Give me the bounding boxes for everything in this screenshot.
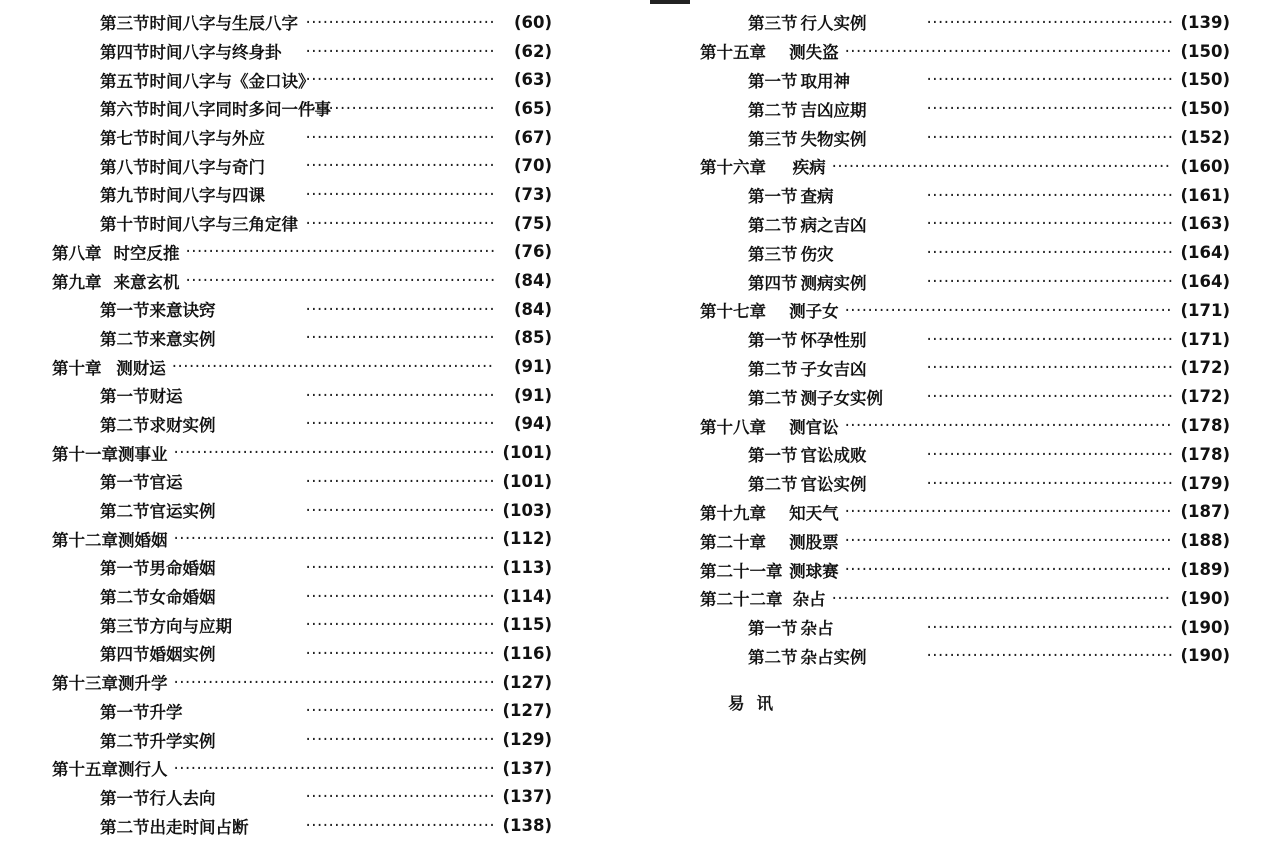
toc-section-row bbox=[52, 37, 552, 66]
toc-entry-number: 第三节 bbox=[748, 14, 798, 34]
toc-entry-title: 时间八字与《金口诀》 bbox=[149, 71, 315, 91]
toc-chapter-row bbox=[700, 37, 1230, 66]
toc-entry-title: 伤灾 bbox=[800, 244, 834, 264]
toc-page-number: (139) bbox=[1180, 12, 1230, 32]
toc-section-row bbox=[52, 151, 552, 180]
toc-entry-title: 测球赛 bbox=[789, 561, 839, 581]
toc-page-number: (127) bbox=[502, 672, 552, 692]
dot-leader bbox=[927, 13, 1172, 32]
trailer-text: 易讯 bbox=[728, 694, 785, 713]
toc-entry-number: 第二节 bbox=[748, 475, 798, 495]
toc-entry-number: 第九节 bbox=[100, 186, 150, 206]
dot-leader bbox=[306, 644, 495, 663]
toc-section-row bbox=[52, 725, 552, 754]
dot-leader bbox=[927, 387, 1172, 406]
toc-page-number: (129) bbox=[502, 730, 552, 750]
toc-page-number: (171) bbox=[1180, 300, 1230, 320]
dot-leader bbox=[306, 587, 495, 606]
toc-entry-number: 第二节 bbox=[100, 502, 150, 522]
toc-page-number: (190) bbox=[1180, 617, 1230, 637]
toc-entry-title: 测病实例 bbox=[800, 273, 867, 293]
dot-leader bbox=[845, 416, 1172, 435]
toc-page-number: (76) bbox=[513, 242, 552, 262]
toc-left-column bbox=[52, 8, 552, 840]
dot-leader bbox=[306, 70, 495, 89]
toc-chapter-row bbox=[52, 238, 552, 267]
toc-entry-number: 第十三章 bbox=[52, 674, 118, 694]
dot-leader bbox=[306, 501, 495, 520]
toc-entry-title: 来意诀窍 bbox=[149, 301, 216, 321]
dot-leader bbox=[927, 272, 1172, 291]
dot-leader bbox=[174, 759, 495, 778]
dot-leader bbox=[306, 156, 495, 175]
toc-entry-title: 疾病 bbox=[792, 158, 826, 178]
toc-section-row bbox=[700, 325, 1230, 354]
toc-entry-number: 第一节 bbox=[100, 788, 150, 808]
toc-section-row bbox=[700, 267, 1230, 296]
toc-entry-number: 第一节 bbox=[748, 446, 798, 466]
toc-entry-title: 测子女实例 bbox=[800, 388, 884, 408]
toc-page-number: (91) bbox=[513, 385, 552, 405]
dot-leader bbox=[306, 185, 495, 204]
toc-entry-title: 时间八字同时多问一件事 bbox=[149, 100, 331, 120]
toc-entry-number: 第二节 bbox=[100, 588, 150, 608]
toc-section-row bbox=[52, 496, 552, 525]
toc-page-number: (150) bbox=[1180, 41, 1230, 61]
toc-entry-number: 第二十章 bbox=[700, 532, 766, 552]
toc-section-row bbox=[52, 209, 552, 238]
toc-entry-title: 时间八字与外应 bbox=[149, 129, 265, 149]
toc-entry-number: 第一节 bbox=[100, 473, 150, 493]
toc-chapter-row bbox=[52, 438, 552, 467]
toc-entry-title: 时空反推 bbox=[113, 243, 180, 263]
dot-leader bbox=[174, 529, 495, 548]
toc-entry-title: 杂占 bbox=[800, 619, 834, 639]
toc-page-number: (75) bbox=[513, 213, 552, 233]
dot-leader bbox=[845, 502, 1172, 521]
toc-page-number: (115) bbox=[502, 615, 552, 635]
toc-section-row bbox=[52, 94, 552, 123]
toc-chapter-row bbox=[700, 152, 1230, 181]
dot-leader bbox=[306, 414, 495, 433]
toc-entry-title: 怀孕性别 bbox=[800, 331, 867, 351]
toc-section-row bbox=[700, 94, 1230, 123]
toc-section-row bbox=[700, 123, 1230, 152]
toc-section-row bbox=[52, 8, 552, 37]
toc-entry-number: 第四节 bbox=[748, 273, 798, 293]
toc-page-number: (137) bbox=[502, 787, 552, 807]
toc-entry-title: 方向与应期 bbox=[149, 616, 232, 636]
toc-entry-title: 官运 bbox=[149, 473, 183, 493]
toc-section-row bbox=[52, 381, 552, 410]
toc-page-number: (187) bbox=[1180, 502, 1230, 522]
toc-section-row bbox=[52, 467, 552, 496]
toc-section-row bbox=[52, 783, 552, 812]
toc-page-number: (164) bbox=[1180, 243, 1230, 263]
dot-leader bbox=[845, 560, 1172, 579]
toc-entry-number: 第三节 bbox=[748, 244, 798, 264]
toc-entry-title: 失物实例 bbox=[800, 129, 867, 149]
toc-entry-number: 第七节 bbox=[100, 129, 150, 149]
toc-page-number: (189) bbox=[1180, 560, 1230, 580]
toc-entry-number: 第一节 bbox=[100, 387, 150, 407]
toc-section-row bbox=[52, 410, 552, 439]
toc-right-column bbox=[700, 8, 1230, 670]
toc-entry-title: 求财实例 bbox=[149, 415, 216, 435]
toc-entry-title: 财运 bbox=[149, 387, 183, 407]
dot-leader bbox=[927, 330, 1172, 349]
toc-entry-number: 第十节 bbox=[100, 215, 150, 235]
toc-section-row bbox=[52, 180, 552, 209]
toc-entry-number: 第二节 bbox=[748, 215, 798, 235]
toc-section-row bbox=[700, 613, 1230, 642]
toc-page-number: (172) bbox=[1180, 358, 1230, 378]
toc-entry-title: 时间八字与四课 bbox=[149, 186, 265, 206]
dot-leader bbox=[186, 242, 494, 261]
toc-entry-title: 时间八字与奇门 bbox=[149, 157, 265, 177]
toc-section-row bbox=[700, 8, 1230, 37]
dot-leader bbox=[845, 531, 1172, 550]
toc-entry-number: 第四节 bbox=[100, 645, 150, 665]
toc-page-number: (150) bbox=[1180, 70, 1230, 90]
toc-entry-number: 第二节 bbox=[100, 731, 150, 751]
toc-entry-title: 测升学 bbox=[118, 674, 168, 694]
toc-entry-title: 官运实例 bbox=[149, 502, 216, 522]
toc-entry-title: 出走时间占断 bbox=[149, 817, 249, 837]
toc-chapter-row bbox=[52, 524, 552, 553]
dot-leader bbox=[306, 472, 495, 491]
dot-leader bbox=[306, 300, 495, 319]
toc-page-number: (190) bbox=[1180, 646, 1230, 666]
toc-entry-number: 第十五章 bbox=[52, 760, 118, 780]
toc-page-number: (60) bbox=[513, 12, 552, 32]
toc-entry-title: 测股票 bbox=[789, 532, 839, 552]
toc-page-number: (113) bbox=[502, 557, 552, 577]
toc-page-number: (101) bbox=[502, 443, 552, 463]
toc-chapter-row bbox=[700, 584, 1230, 613]
toc-entry-title: 婚姻实例 bbox=[149, 645, 216, 665]
toc-page-number: (171) bbox=[1180, 329, 1230, 349]
toc-page-number: (178) bbox=[1180, 416, 1230, 436]
toc-page-number: (94) bbox=[513, 414, 552, 434]
dot-leader bbox=[306, 99, 495, 118]
toc-entry-title: 测失盗 bbox=[789, 43, 839, 63]
toc-section-row bbox=[52, 582, 552, 611]
toc-section-row bbox=[52, 295, 552, 324]
toc-section-row bbox=[52, 123, 552, 152]
toc-page-number: (73) bbox=[513, 184, 552, 204]
toc-chapter-row bbox=[52, 754, 552, 783]
toc-entry-title: 行人去向 bbox=[149, 788, 216, 808]
dot-leader bbox=[927, 99, 1172, 118]
toc-entry-title: 测婚姻 bbox=[118, 530, 168, 550]
toc-entry-number: 第二节 bbox=[100, 329, 150, 349]
toc-entry-title: 时间八字与三角定律 bbox=[149, 215, 298, 235]
toc-entry-title: 女命婚姻 bbox=[149, 588, 216, 608]
toc-entry-title: 测财运 bbox=[116, 358, 166, 378]
toc-page-number: (152) bbox=[1180, 128, 1230, 148]
toc-page-number: (138) bbox=[502, 816, 552, 836]
toc-entry-number: 第二十一章 bbox=[700, 561, 783, 581]
toc-chapter-row bbox=[700, 411, 1230, 440]
toc-entry-number: 第三节 bbox=[100, 616, 150, 636]
dot-leader bbox=[306, 558, 495, 577]
toc-section-row bbox=[52, 324, 552, 353]
toc-entry-number: 第一节 bbox=[748, 71, 798, 91]
dot-leader bbox=[174, 443, 495, 462]
dot-leader bbox=[832, 589, 1172, 608]
toc-section-row bbox=[52, 639, 552, 668]
dot-leader bbox=[927, 646, 1172, 665]
toc-entry-number: 第十二章 bbox=[52, 530, 118, 550]
toc-page-number: (161) bbox=[1180, 185, 1230, 205]
dot-leader bbox=[306, 730, 495, 749]
dot-leader bbox=[927, 618, 1172, 637]
toc-entry-number: 第十九章 bbox=[700, 503, 766, 523]
toc-page-number: (150) bbox=[1180, 99, 1230, 119]
toc-page-number: (178) bbox=[1180, 444, 1230, 464]
toc-entry-number: 第一节 bbox=[100, 559, 150, 579]
toc-page-number: (85) bbox=[513, 328, 552, 348]
dot-leader bbox=[927, 70, 1172, 89]
toc-entry-number: 第五节 bbox=[100, 71, 150, 91]
toc-page-number: (179) bbox=[1180, 473, 1230, 493]
toc-page-number: (63) bbox=[513, 70, 552, 90]
dot-leader bbox=[306, 42, 495, 61]
toc-chapter-row bbox=[700, 555, 1230, 584]
toc-page-number: (160) bbox=[1180, 156, 1230, 176]
dot-leader bbox=[306, 816, 495, 835]
toc-entry-number: 第二十二章 bbox=[700, 590, 783, 610]
dot-leader bbox=[306, 328, 495, 347]
dot-leader bbox=[306, 128, 495, 147]
toc-entry-title: 取用神 bbox=[800, 71, 851, 91]
toc-entry-title: 病之吉凶 bbox=[800, 215, 867, 235]
toc-page-number: (172) bbox=[1180, 387, 1230, 407]
toc-entry-title: 男命婚姻 bbox=[149, 559, 216, 579]
toc-chapter-row bbox=[700, 526, 1230, 555]
toc-entry-title: 吉凶应期 bbox=[800, 100, 867, 120]
dot-leader bbox=[172, 357, 494, 376]
toc-entry-number: 第三节 bbox=[100, 14, 150, 34]
toc-entry-number: 第二节 bbox=[100, 817, 150, 837]
dot-leader bbox=[306, 787, 495, 806]
toc-chapter-row bbox=[700, 296, 1230, 325]
toc-chapter-row bbox=[700, 498, 1230, 527]
toc-page-number: (70) bbox=[513, 156, 552, 176]
dot-leader bbox=[832, 157, 1172, 176]
toc-page-number: (190) bbox=[1180, 588, 1230, 608]
toc-section-row bbox=[52, 697, 552, 726]
toc-entry-number: 第二节 bbox=[748, 647, 798, 667]
dot-leader bbox=[306, 13, 495, 32]
dot-leader bbox=[174, 673, 495, 692]
toc-page-number: (67) bbox=[513, 127, 552, 147]
toc-entry-number: 第八章 bbox=[52, 243, 102, 263]
toc-entry-number: 第四节 bbox=[100, 43, 150, 63]
dot-leader bbox=[306, 701, 495, 720]
dot-leader bbox=[186, 271, 494, 290]
toc-entry-number: 第六节 bbox=[100, 100, 150, 120]
toc-page-number: (65) bbox=[513, 98, 552, 118]
toc-entry-title: 测事业 bbox=[118, 444, 168, 464]
toc-entry-number: 第一节 bbox=[100, 702, 150, 722]
dot-leader bbox=[306, 386, 495, 405]
toc-page-number: (91) bbox=[513, 357, 552, 377]
toc-entry-title: 子女吉凶 bbox=[800, 359, 867, 379]
dot-leader bbox=[927, 214, 1172, 233]
toc-entry-number: 第八节 bbox=[100, 157, 150, 177]
toc-entry-title: 杂占实例 bbox=[800, 647, 867, 667]
toc-entry-number: 第十八章 bbox=[700, 417, 766, 437]
toc-section-row bbox=[700, 238, 1230, 267]
toc-entry-number: 第一节 bbox=[100, 301, 150, 321]
toc-entry-number: 第一节 bbox=[748, 619, 798, 639]
toc-entry-title: 来意玄机 bbox=[113, 272, 180, 292]
toc-page-number: (164) bbox=[1180, 272, 1230, 292]
toc-entry-number: 第十章 bbox=[52, 358, 102, 378]
toc-entry-title: 知天气 bbox=[789, 503, 839, 523]
toc-entry-number: 第一节 bbox=[748, 331, 798, 351]
toc-section-row bbox=[700, 469, 1230, 498]
toc-entry-title: 升学实例 bbox=[149, 731, 216, 751]
toc-page-number: (84) bbox=[513, 271, 552, 291]
toc-page-number: (101) bbox=[502, 471, 552, 491]
toc-section-row bbox=[700, 210, 1230, 239]
dot-leader bbox=[927, 128, 1172, 147]
toc-entry-number: 第十七章 bbox=[700, 302, 766, 322]
toc-entry-number: 第十一章 bbox=[52, 444, 118, 464]
dot-leader bbox=[927, 445, 1172, 464]
toc-entry-number: 第二节 bbox=[748, 388, 798, 408]
toc-section-row bbox=[52, 610, 552, 639]
dot-leader bbox=[927, 358, 1172, 377]
toc-page-number: (114) bbox=[502, 586, 552, 606]
toc-page-number: (112) bbox=[502, 529, 552, 549]
toc-page-number: (62) bbox=[513, 41, 552, 61]
toc-section-row bbox=[52, 65, 552, 94]
toc-chapter-row bbox=[52, 668, 552, 697]
toc-entry-title: 测行人 bbox=[118, 760, 168, 780]
dot-leader bbox=[927, 474, 1172, 493]
toc-entry-number: 第二节 bbox=[100, 415, 150, 435]
toc-entry-title: 官讼成败 bbox=[800, 446, 867, 466]
toc-entry-number: 第十六章 bbox=[700, 158, 766, 178]
toc-page-number: (84) bbox=[513, 299, 552, 319]
toc-section-row bbox=[52, 553, 552, 582]
toc-entry-title: 升学 bbox=[149, 702, 183, 722]
toc-chapter-row bbox=[52, 266, 552, 295]
toc-chapter-row bbox=[52, 352, 552, 381]
toc-entry-title: 时间八字与生辰八字 bbox=[149, 14, 298, 34]
dot-leader bbox=[306, 214, 495, 233]
toc-section-row bbox=[700, 354, 1230, 383]
toc-entry-title: 官讼实例 bbox=[800, 475, 867, 495]
dot-leader bbox=[306, 615, 495, 634]
toc-entry-title: 查病 bbox=[800, 187, 834, 207]
toc-entry-title: 测子女 bbox=[789, 302, 839, 322]
toc-entry-title: 杂占 bbox=[792, 590, 826, 610]
toc-entry-number: 第十五章 bbox=[700, 43, 766, 63]
toc-entry-title: 行人实例 bbox=[800, 14, 867, 34]
dot-leader bbox=[927, 243, 1172, 262]
toc-entry-number: 第二节 bbox=[748, 100, 798, 120]
toc-entry-title: 时间八字与终身卦 bbox=[149, 43, 282, 63]
toc-entry-number: 第三节 bbox=[748, 129, 798, 149]
toc-page-number: (137) bbox=[502, 758, 552, 778]
toc-section-row bbox=[700, 66, 1230, 95]
toc-page-number: (188) bbox=[1180, 531, 1230, 551]
toc-section-row bbox=[700, 642, 1230, 671]
toc-entry-number: 第二节 bbox=[748, 359, 798, 379]
header-rule-fragment bbox=[650, 0, 690, 4]
toc-page-number: (103) bbox=[502, 500, 552, 520]
toc-entry-number: 第九章 bbox=[52, 272, 102, 292]
dot-leader bbox=[845, 42, 1172, 61]
toc-entry-title: 测官讼 bbox=[789, 417, 839, 437]
toc-page-number: (163) bbox=[1180, 214, 1230, 234]
toc-section-row bbox=[700, 181, 1230, 210]
toc-page-number: (116) bbox=[502, 643, 552, 663]
toc-entry-number: 第一节 bbox=[748, 187, 798, 207]
dot-leader bbox=[845, 301, 1172, 320]
toc-entry-title: 来意实例 bbox=[149, 329, 216, 349]
toc-section-row bbox=[52, 811, 552, 840]
toc-section-row bbox=[700, 440, 1230, 469]
dot-leader bbox=[927, 186, 1172, 205]
toc-page-number: (127) bbox=[502, 701, 552, 721]
toc-section-row bbox=[700, 382, 1230, 411]
